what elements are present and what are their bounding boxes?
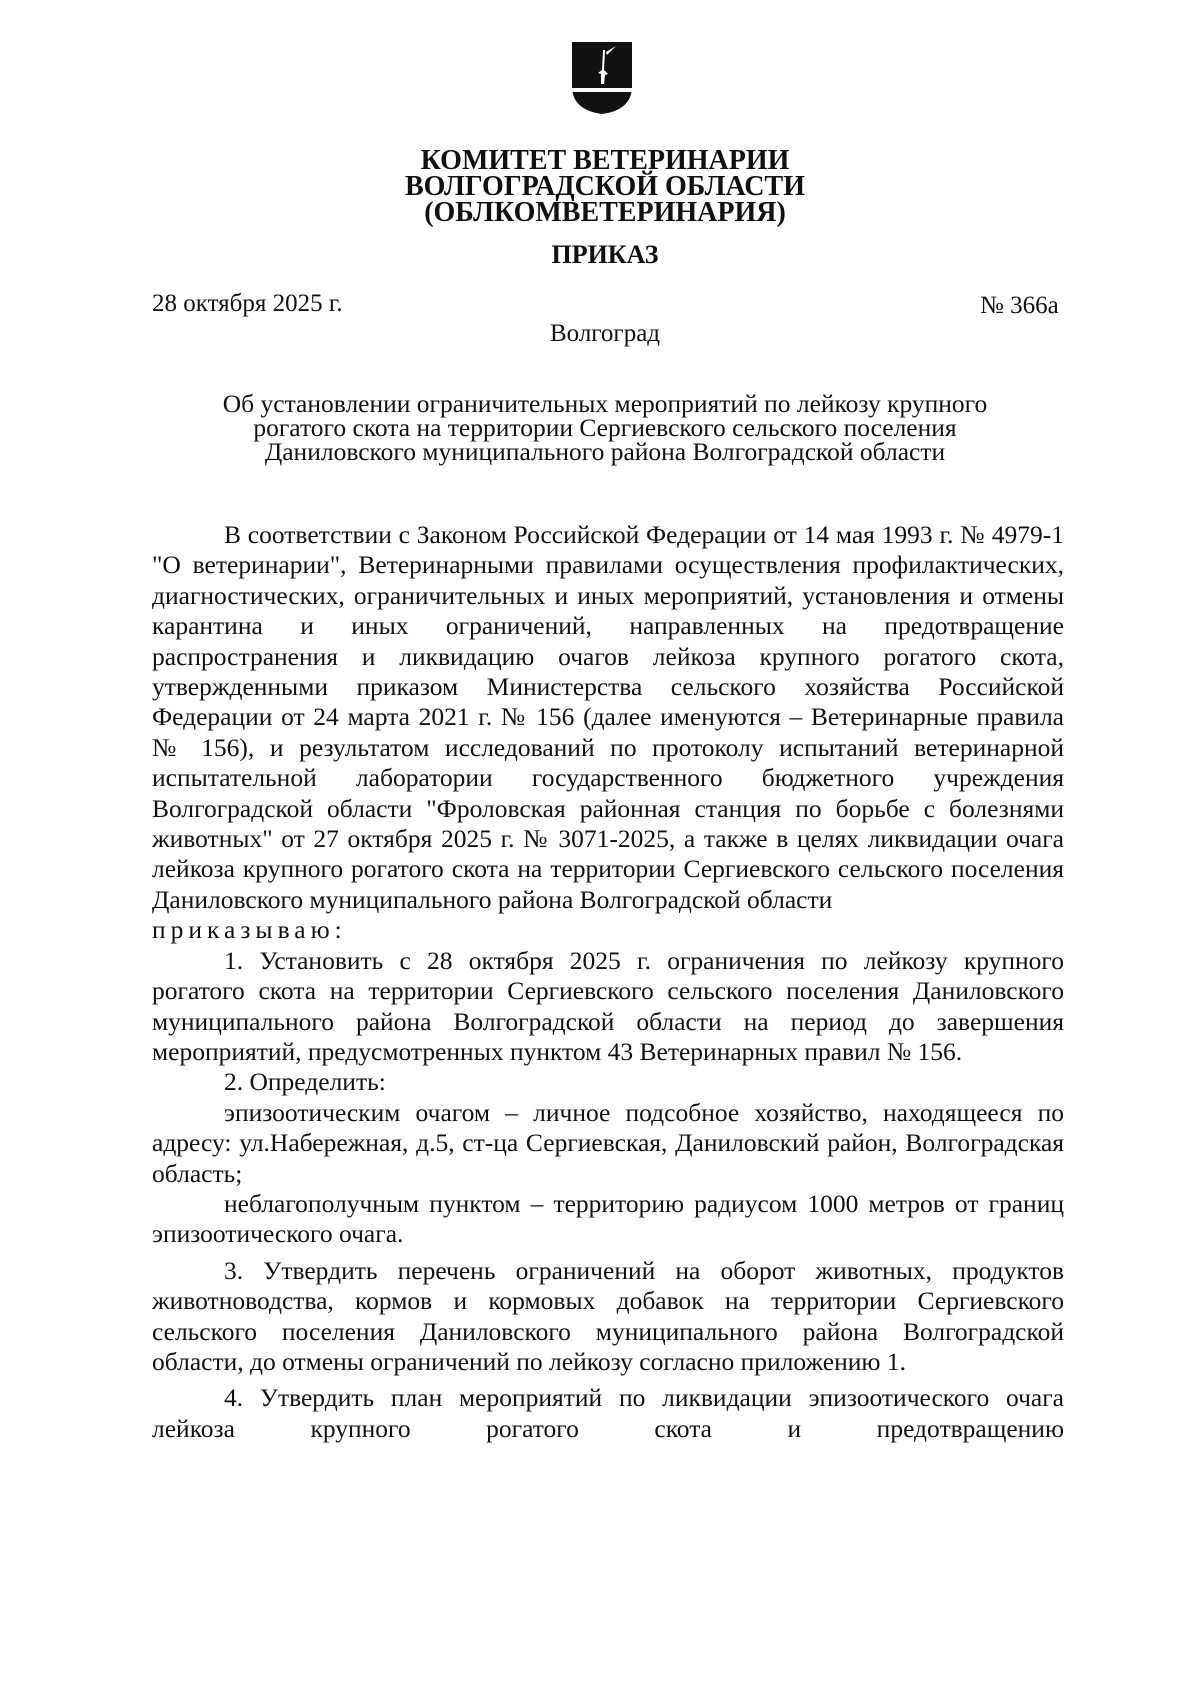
item-4-paragraph: 4. Утвердить план мероприятий по ликвидации эпизоотического очага лейкоза крупного рогатого скота и предотвращению [152, 1383, 1064, 1443]
item-3-paragraph: 3. Утвердить перечень ограничений на оборот животных, продуктов животноводства, кормов и кормовых добавок на территории Сергиевского сельского поселения Даниловского муниципального района Волгоградской области, до отмены ограничений по лейкозу согласно приложению 1. [152, 1255, 1064, 1376]
item-2b-paragraph: неблагополучным пунктом – территорию радиусом 1000 метров от границ эпизоотического очага. [152, 1188, 1064, 1249]
subject-line-3: Даниловского муниципального района Волгоградской области [264, 437, 946, 466]
item-1-paragraph: 1. Установить с 28 октября 2025 г. ограничения по лейкозу крупного рогатого скота на территории Сергиевского сельского поселения Даниловского муниципального района Волгоградской области на период до завершения мероприятий, предусмотренных пунктом 43 Ветеринарных правил № 156. [152, 945, 1064, 1066]
coat-of-arms-emblem [570, 40, 634, 116]
item-2a-paragraph: эпизоотическим очагом – личное подсобное хозяйство, находящееся по адресу: ул.Набережная, д.5, ст-ца Сергиевская, Даниловский район, Волгоградская область; [152, 1097, 1064, 1188]
subject-line-2: рогатого скота на территории Сергиевского сельского поселения [253, 413, 957, 442]
document-date: 28 октября 2025 г. [152, 290, 343, 317]
item-2-paragraph: 2. Определить: [224, 1067, 386, 1097]
organization-header [0, 145, 1200, 228]
subject-line-1: Об установлении ограничительных мероприятий по лейкозу крупного [222, 389, 988, 418]
document-subject [150, 389, 1060, 466]
header-line-3: (ОБЛКОМВЕТЕРИНАРИЯ) [424, 197, 786, 228]
document-number: № 366а [980, 292, 1059, 319]
document-city: Волгоград [549, 320, 661, 347]
preamble-paragraph: В соответствии с Законом Российской Федерации от 14 мая 1993 г. № 4979-1 "О ветеринарии", Ветеринарными правилами осуществления профилактических, диагностических, ограничительных и иных мероприятий, установления и отмены карантина и иных ограничений, направленных на предотвращение распространения и ликвидацию очагов лейкоза крупного рогатого скота, утвержденными приказом Министерства сельского хозяйства Российской Федерации от 24 марта 2021 г. № 156 (далее именуются – Ветеринарные правила № 156), и результатом исследований по протоколу испытаний ветеринарной испытательной лаборатории государственного бюджетного учреждения Волгоградской области "Фроловская районная станция по борьбе с болезнями животных" от 27 октября 2025 г. № 3071-2025, а также в целях ликвидации очага лейкоза крупного рогатого скота на территории Сергиевского сельского поселения Даниловского муниципального района Волгоградской области [152, 520, 1064, 914]
header-line-2: ВОЛГОГРАДСКОЙ ОБЛАСТИ [405, 171, 805, 202]
document-body [152, 520, 1064, 1444]
order-word: приказываю: [152, 915, 347, 945]
header-line-1: КОМИТЕТ ВЕТЕРИНАРИИ [420, 145, 790, 176]
document-type: ПРИКАЗ [551, 240, 659, 269]
